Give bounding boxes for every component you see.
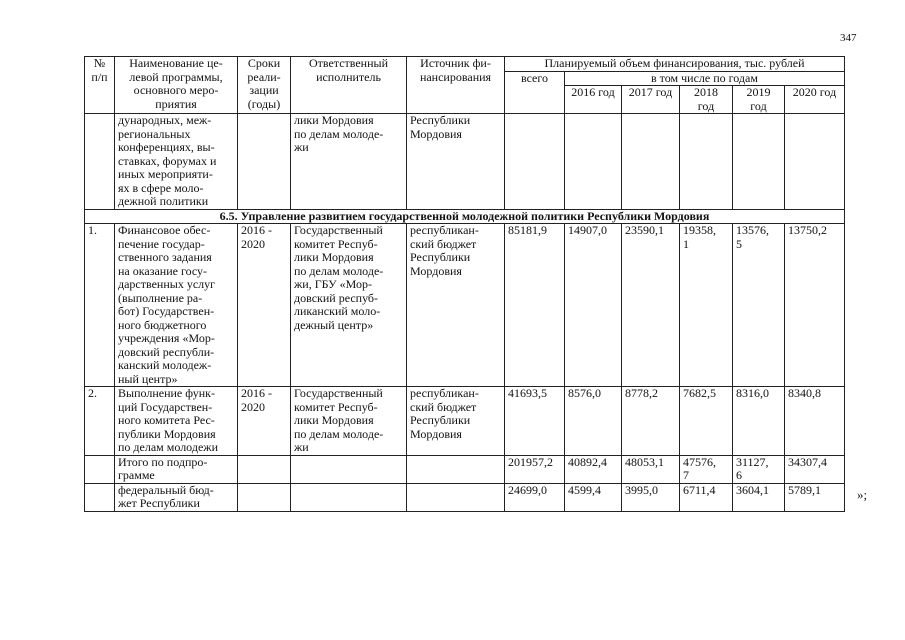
header-source: Источник фи- нансирования [407,57,505,114]
header-period: Сроки реали- зации (годы) [238,57,291,114]
cell-name: Итого по подпро- грамме [115,455,238,483]
header-year-2019: 2019 год [733,86,785,114]
cell-name: Финансовое обес- печение государ- ственного задания на оказание госу- дарственных услуг (выполнение ра- бот) Государствен- ного бюджетного учреждения «Мор- довский республи- канский молодеж- ный центр» [115,224,238,387]
header-num: № п/п [85,57,115,114]
cell-name: дународных, меж- региональных конференциях, вы- ставках, форумах и иных мероприяти- ях в сфере моло- дежной политики [115,114,238,210]
cell-2018: 6711,4 [680,483,733,511]
cell-2020: 13750,2 [785,224,845,387]
table-row [85,387,845,456]
header-name: Наименование це- левой программы, основного меро- приятия [115,57,238,114]
cell-2019 [733,114,785,210]
cell-num: 2. [85,387,115,456]
financing-table [84,56,845,512]
cell-2016: 8576,0 [565,387,622,456]
cell-executor: Государственный комитет Респуб- лики Мордовия по делам молоде- жи, ГБУ «Мор- довский респуб- ликанский моло- дежный центр» [291,224,407,387]
cell-source: республикан- ский бюджет Республики Мордовия [407,224,505,387]
cell-2018: 19358, 1 [680,224,733,387]
header-year-2020: 2020 год [785,86,845,114]
section-title: 6.5. Управление развитием государственной молодежной политики Республики Мордовия [85,209,845,224]
cell-2016: 40892,4 [565,455,622,483]
cell-period [238,455,291,483]
header-year-2017: 2017 год [622,86,680,114]
cell-total: 24699,0 [505,483,565,511]
cell-period: 2016 - 2020 [238,387,291,456]
cell-2016 [565,114,622,210]
cell-total: 41693,5 [505,387,565,456]
cell-2017: 48053,1 [622,455,680,483]
cell-source: республикан- ский бюджет Республики Мордовия [407,387,505,456]
cell-executor: Государственный комитет Респуб- лики Мордовия по делам молоде- жи [291,387,407,456]
cell-2016: 14907,0 [565,224,622,387]
cell-2017: 8778,2 [622,387,680,456]
cell-total [505,114,565,210]
header-total: всего [505,71,565,114]
cell-executor [291,483,407,511]
federal-budget-row [85,483,845,511]
header-year-2016: 2016 год [565,86,622,114]
cell-2019: 13576, 5 [733,224,785,387]
cell-2020: 8340,8 [785,387,845,456]
cell-2019: 31127, 6 [733,455,785,483]
cell-source [407,483,505,511]
cell-2018: 47576, 7 [680,455,733,483]
cell-2019: 3604,1 [733,483,785,511]
cell-period [238,114,291,210]
cell-2017: 23590,1 [622,224,680,387]
cell-total: 201957,2 [505,455,565,483]
cell-num [85,483,115,511]
cell-source [407,455,505,483]
cell-period [238,483,291,511]
cell-2020: 34307,4 [785,455,845,483]
cell-2017 [622,114,680,210]
cell-2020 [785,114,845,210]
cell-source: Республики Мордовия [407,114,505,210]
cell-executor: лики Мордовия по делам молоде- жи [291,114,407,210]
header-year-2018: 2018 год [680,86,733,114]
cell-2018: 7682,5 [680,387,733,456]
cell-2016: 4599,4 [565,483,622,511]
cell-num [85,455,115,483]
closing-quote-mark: »; [857,487,868,502]
page-number: 347 [840,32,857,44]
cell-num [85,114,115,210]
header-row-1 [85,57,845,72]
header-executor: Ответственный исполнитель [291,57,407,114]
cell-2018 [680,114,733,210]
cell-name: Выполнение функ- ций Государствен- ного комитета Рес- публики Мордовия по делам молодежи [115,387,238,456]
cell-2020: 5789,1 [785,483,845,511]
section-row [85,209,845,224]
header-by-years: в том числе по годам [565,71,845,86]
cell-num: 1. [85,224,115,387]
table-row-continued [85,114,845,210]
table-row [85,224,845,387]
cell-2017: 3995,0 [622,483,680,511]
cell-executor [291,455,407,483]
header-planned: Планируемый объем финансирования, тыс. рублей [505,57,845,72]
total-row [85,455,845,483]
cell-total: 85181,9 [505,224,565,387]
cell-2019: 8316,0 [733,387,785,456]
cell-name: федеральный бюд- жет Республики [115,483,238,511]
cell-period: 2016 - 2020 [238,224,291,387]
